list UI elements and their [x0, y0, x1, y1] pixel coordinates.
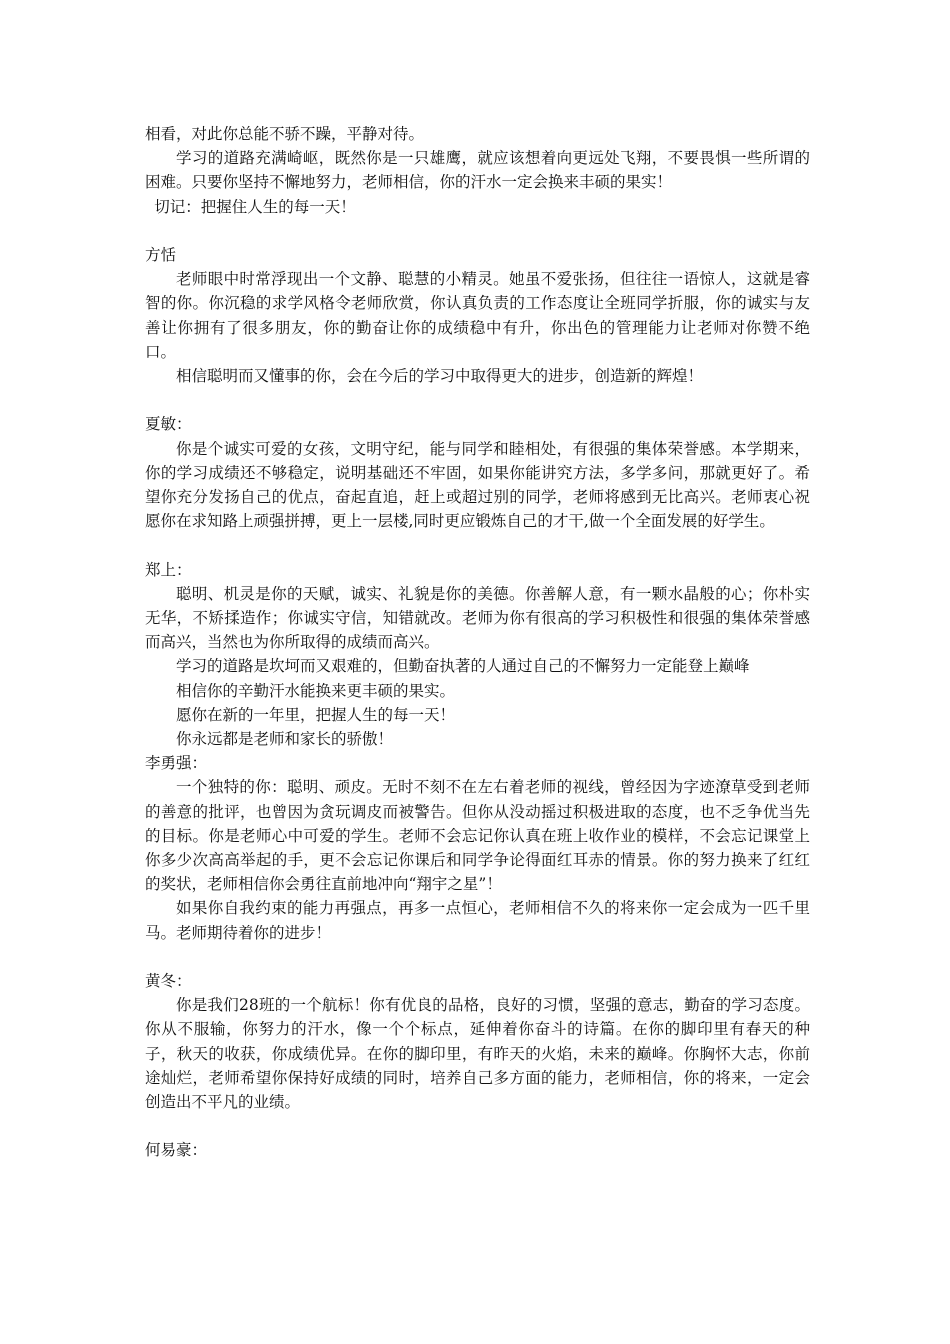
comment-paragraph: 如果你自我约束的能力再强点，再多一点恒心，老师相信不久的将来你一定会成为一匹千里马。老师期待着你的进步！ — [145, 899, 810, 942]
spacer — [145, 945, 810, 969]
comment-paragraph: 相信你的辛勤汗水能换来更丰硕的果实。 — [176, 681, 456, 700]
comment-paragraph: 你永远都是老师和家长的骄傲！ — [176, 730, 394, 749]
comment-paragraph: 老师眼中时常浮现出一个文静、聪慧的小精灵。她虽不爱张扬，但往往一语惊人，这就是睿智的你。你沉稳的求学风格令老师欣赏，你认真负责的工作态度让全班同学折服，你的诚实与友善让你拥有了很多朋友，你的勤奋让你的成绩稳中有升，你出色的管理能力让老师对你赞不绝口。 — [145, 270, 810, 361]
spacer — [145, 388, 810, 412]
student-name-liyongqiang: 李勇强： — [145, 754, 208, 773]
student-name-heyihao: 何易豪： — [145, 1141, 208, 1160]
student-name-huangdong: 黄冬： — [145, 972, 192, 991]
spacer — [145, 219, 810, 243]
comment-paragraph: 你是我们28班的一个航标！你有优良的品格，良好的习惯，坚强的意志，勤奋的学习态度。你从不服输，你努力的汗水，像一个个标点，延伸着你奋斗的诗篇。在你的脚印里有春天的种子，秋天的收获，你成绩优异。在你的脚印里，有昨天的火焰，未来的巅峰。你胸怀大志，你前途灿烂，老师希望你保持好成绩的同时，培养自己多方面的能力，老师相信，你的将来，一定会创造出不平凡的业绩。 — [145, 996, 810, 1112]
comment-paragraph: 学习的道路是坎坷而又艰难的，但勤奋执著的人通过自己的不懈努力一定能登上巅峰 — [176, 657, 750, 676]
comment-paragraph: 一个独特的你：聪明、顽皮。无时不刻不在左右着老师的视线，曾经因为字迹潦草受到老师的善意的批评，也曾因为贪玩调皮而被警告。但你从没动摇过积极进取的态度，也不乏争优当先的目标。你是老师心中可爱的学生。老师不会忘记你认真在班上收作业的模样，不会忘记课堂上你多少次高高举起的手，更不会忘记你课后和同学争论得面红耳赤的情景。你的努力换来了红红的奖状，老师相信你会勇往直前地冲向“翔宇之星”！ — [145, 778, 810, 894]
spacer — [145, 1114, 810, 1138]
comment-paragraph: 你是个诚实可爱的女孩，文明守纪，能与同学和睦相处，有很强的集体荣誉感。本学期来，你的学习成绩还不够稳定，说明基础还不牢固，如果你能讲究方法，多学多问，那就更好了。希望你充分发扬自己的优点，奋起直追，赶上或超过别的同学，老师将感到无比高兴。老师衷心祝愿你在求知路上顽强拼搏，更上一层楼,同时更应锻炼自己的才干,做一个全面发展的好学生。 — [145, 439, 810, 531]
intro-paragraph-1: 相看，对此你总能不骄不躁，平静对待。 — [145, 125, 425, 143]
document-body — [145, 122, 810, 1163]
spacer — [145, 533, 810, 557]
intro-paragraph-2: 学习的道路充满崎岖，既然你是一只雄鹰，就应该想着向更远处飞翔，不要畏惧一些所谓的困难。只要你坚持不懈地努力，老师相信，你的汗水一定会换来丰硕的果实！ — [145, 149, 810, 192]
student-name-zhengshang: 郑上： — [145, 560, 192, 579]
comment-paragraph: 愿你在新的一年里，把握人生的每一天！ — [176, 705, 456, 724]
student-name-xiamin: 夏敏： — [145, 415, 192, 434]
comment-paragraph: 聪明、机灵是你的天赋，诚实、礼貌是你的美德。你善解人意，有一颗水晶般的心；你朴实无华，不矫揉造作；你诚实守信，知错就改。老师为你有很高的学习积极性和很强的集体荣誉感而高兴，当然也为你所取得的成绩而高兴。 — [145, 584, 810, 652]
intro-paragraph-3: 切记：把握住人生的每一天！ — [154, 197, 356, 216]
student-name-fangtian: 方恬 — [145, 246, 177, 264]
comment-paragraph: 相信聪明而又懂事的你，会在今后的学习中取得更大的进步，创造新的辉煌！ — [176, 367, 704, 386]
